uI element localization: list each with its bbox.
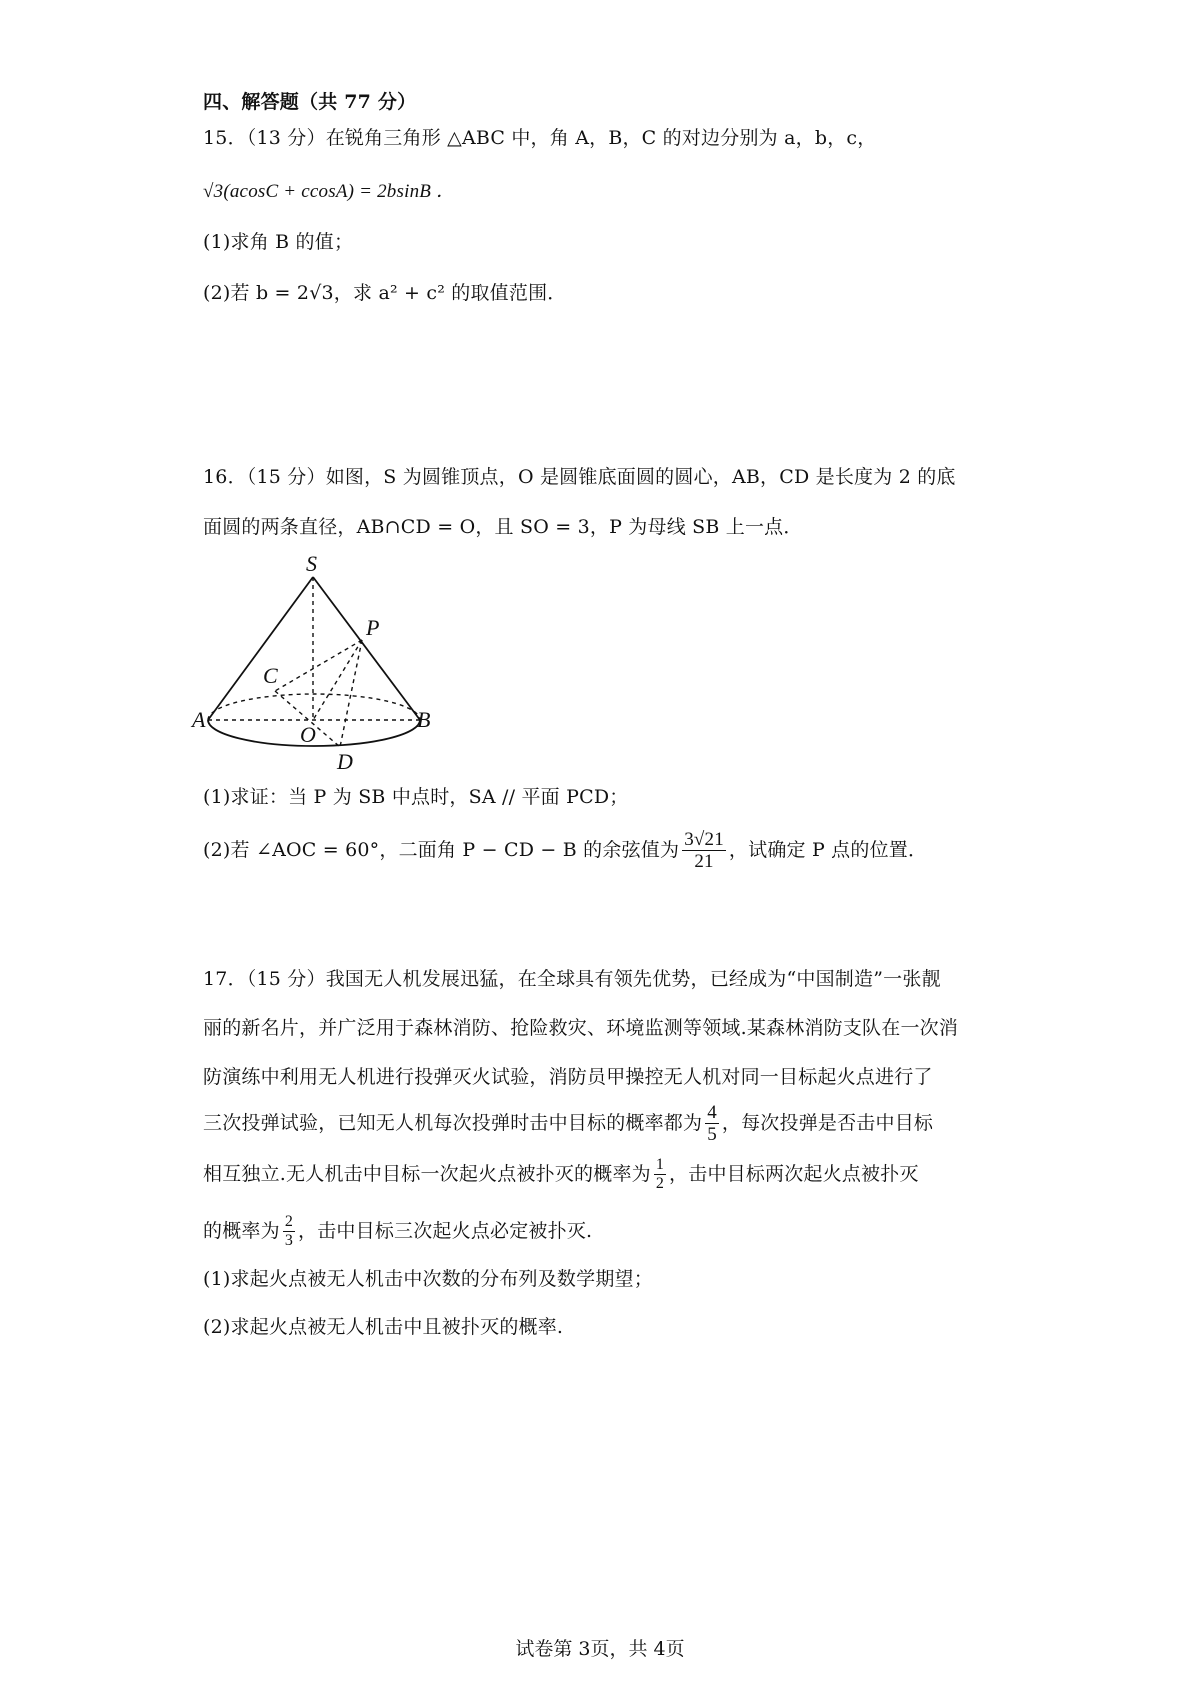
q17-line6-fraction xyxy=(283,1213,295,1250)
q17-line5-after: ，击中目标两次起火点被扑灭 xyxy=(669,1163,919,1185)
generatrix-SB xyxy=(313,577,420,720)
q15-part1: (1)求角 B 的值； xyxy=(203,231,354,253)
fraction-numerator: 2 xyxy=(284,1212,294,1230)
page-footer: 试卷第 3页，共 4页 xyxy=(515,1638,685,1660)
q17-line6 xyxy=(203,1208,1023,1254)
q17-line4-before: 三次投弹试验，已知无人机每次投弹时击中目标的概率都为 xyxy=(203,1112,703,1134)
fraction-numerator: 3√21 xyxy=(684,828,724,850)
q17-line5-fraction xyxy=(654,1156,666,1193)
label-A: A xyxy=(192,707,206,732)
q16-part2-fraction xyxy=(682,829,726,872)
label-P: P xyxy=(366,615,380,640)
q17-line4-fraction xyxy=(705,1102,719,1145)
q17-line5 xyxy=(203,1151,1023,1197)
q16-line1: 16．（15 分）如图，S 为圆锥顶点，O 是圆锥底面圆的圆心，AB，CD 是长度为 2 的底 xyxy=(203,466,956,488)
q17-part1: (1)求起火点被无人机击中次数的分布列及数学期望； xyxy=(203,1268,653,1290)
q15-line1: 15．（13 分）在锐角三角形 △ABC 中，角 A，B，C 的对边分别为 a，b，c， xyxy=(203,127,877,149)
label-D: D xyxy=(337,749,353,774)
q16-part2 xyxy=(203,826,1023,874)
q15-part2: (2)若 b = 2√3，求 a² + c² 的取值范围． xyxy=(203,282,567,304)
label-B: B xyxy=(417,707,431,732)
q16-part2-before: (2)若 ∠AOC = 60°，二面角 P − CD − B 的余弦值为 xyxy=(203,839,680,861)
q17-line4 xyxy=(203,1098,1023,1148)
fraction-denominator: 21 xyxy=(694,850,714,872)
q16-part1: (1)求证：当 P 为 SB 中点时，SA // 平面 PCD； xyxy=(203,786,629,808)
q17-line6-after: ，击中目标三次起火点必定被扑灭. xyxy=(298,1220,593,1242)
fraction-denominator: 5 xyxy=(707,1123,717,1145)
label-O: O xyxy=(300,722,316,747)
q17-line3: 防演练中利用无人机进行投弹灭火试验，消防员甲操控无人机对同一目标起火点进行了 xyxy=(203,1066,933,1088)
fraction-numerator: 4 xyxy=(707,1101,717,1123)
segment-PD xyxy=(340,640,362,747)
q17-line4-after: ，每次投弹是否击中目标 xyxy=(721,1112,934,1134)
q16-line2: 面圆的两条直径，AB∩CD = O，且 SO = 3，P 为母线 SB 上一点． xyxy=(203,516,803,538)
fraction-denominator: 3 xyxy=(284,1231,294,1249)
q17-part2: (2)求起火点被无人机击中且被扑灭的概率. xyxy=(203,1316,564,1338)
q15-line2: √3(acosC + ccosA) = 2bsinB ． xyxy=(203,181,456,202)
fraction-denominator: 2 xyxy=(655,1174,665,1192)
segment-PO xyxy=(313,640,362,720)
section-title: 四、解答题（共 77 分） xyxy=(203,91,417,113)
q17-line5-before: 相互独立.无人机击中目标一次起火点被扑灭的概率为 xyxy=(203,1163,651,1185)
label-S: S xyxy=(306,551,317,576)
q17-line6-before: 的概率为 xyxy=(203,1220,280,1242)
label-C: C xyxy=(263,663,278,688)
q16-part2-after: ，试确定 P 点的位置． xyxy=(728,839,928,861)
q17-line1: 17．（15 分）我国无人机发展迅猛，在全球具有领先优势，已经成为“中国制造”一张靓 xyxy=(203,968,941,990)
q17-line2: 丽的新名片，并广泛用于森林消防、抢险救灾、环境监测等领域.某森林消防支队在一次消 xyxy=(203,1017,959,1039)
segment-PC xyxy=(275,640,362,691)
base-back-arc xyxy=(208,694,420,720)
generatrix-SA xyxy=(208,577,313,720)
fraction-numerator: 1 xyxy=(655,1155,665,1173)
